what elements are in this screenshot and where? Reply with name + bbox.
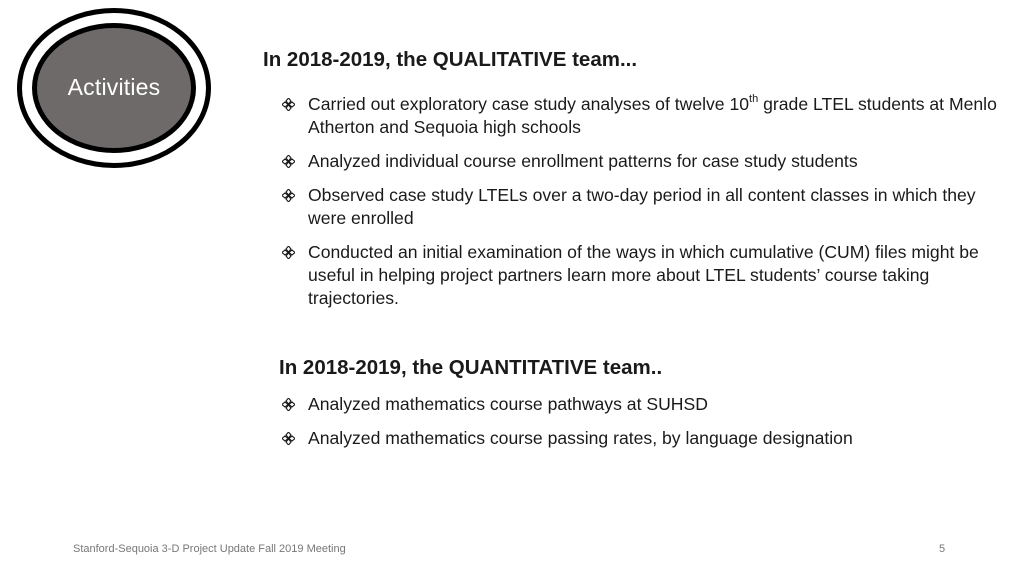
item-text: Analyzed mathematics course pathways at SUHSD — [308, 394, 708, 414]
badge-label: Activities — [67, 74, 161, 100]
diamond-bullet-icon — [282, 432, 295, 445]
diamond-bullet-icon — [282, 398, 295, 411]
diamond-bullet-icon — [282, 98, 295, 111]
list-item — [282, 150, 1002, 173]
footer-text: Stanford-Sequoia 3-D Project Update Fall 2019 Meeting — [73, 543, 346, 555]
list-item — [282, 184, 1002, 230]
quantitative-list — [282, 393, 1002, 461]
list-item — [282, 93, 1002, 139]
item-text-start: Carried out exploratory case study analyses of twelve 10 — [308, 94, 750, 114]
item-text-end: grade LTEL students at Menlo Atherton and Sequoia high schools — [308, 94, 997, 137]
qualitative-list — [282, 93, 1002, 321]
list-item — [282, 427, 1002, 450]
item-text: Conducted an initial examination of the ways in which cumulative (CUM) files might be useful in helping project partners learn more about LTEL students’ course taking trajectories. — [308, 242, 979, 308]
list-item — [282, 393, 1002, 416]
diamond-bullet-icon — [282, 189, 295, 202]
diamond-bullet-icon — [282, 155, 295, 168]
activities-badge — [17, 8, 211, 168]
ordinal-superscript: th — [749, 93, 759, 106]
qualitative-title: In 2018-2019, the QUALITATIVE team... — [263, 48, 638, 71]
diamond-bullet-icon — [282, 246, 295, 259]
item-text: Observed case study LTELs over a two-day period in all content classes in which they were enrolled — [308, 185, 976, 228]
quantitative-title: In 2018-2019, the QUANTITATIVE team.. — [279, 356, 663, 379]
item-text: Analyzed individual course enrollment patterns for case study students — [308, 151, 858, 171]
page-number: 5 — [939, 543, 946, 555]
list-item — [282, 241, 1002, 310]
item-text: Analyzed mathematics course passing rates, by language designation — [308, 428, 853, 448]
